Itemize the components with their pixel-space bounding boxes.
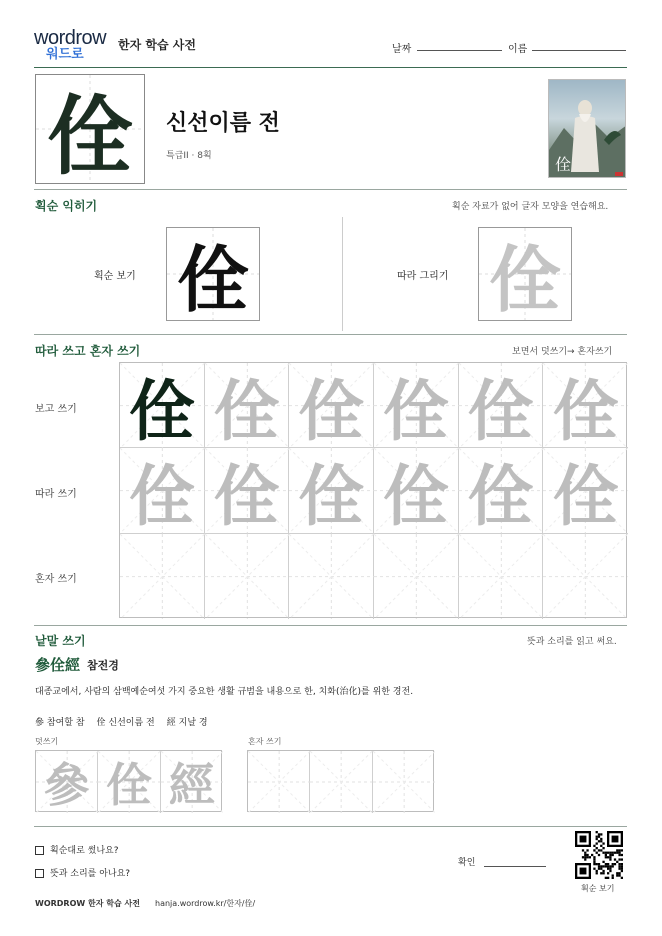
practice-cells (120, 363, 626, 617)
stroke-section-title: 획순 익히기 (35, 199, 98, 213)
word-cell[interactable] (36, 751, 98, 813)
word-self-cells (248, 751, 433, 811)
word-cell[interactable] (98, 751, 160, 813)
word-trace-cells (36, 751, 221, 811)
stroke-trace-box[interactable] (478, 227, 572, 321)
practice-cell[interactable] (289, 534, 374, 619)
cell-guides (459, 534, 544, 619)
word-trace-grid[interactable] (35, 750, 222, 812)
stroke-view-character: 佺 (176, 237, 249, 322)
trace-character: 佺 (298, 457, 365, 535)
checkbox[interactable] (35, 846, 44, 855)
practice-row-label-view: 보고 쓰기 (35, 404, 77, 415)
svg-text:佺: 佺 (555, 155, 572, 174)
word-section-note: 뜻과 소리를 읽고 써요. (527, 637, 617, 647)
trace-character: 佺 (467, 371, 534, 450)
practice-cell[interactable] (543, 534, 628, 619)
word-self-label: 혼자 쓰기 (248, 737, 282, 746)
word-self-grid[interactable] (247, 750, 434, 812)
word-hanja: 參佺經 (35, 656, 81, 674)
trace-character: 佺 (382, 457, 449, 535)
word-trace-character: 經 (168, 758, 215, 812)
practice-cell[interactable] (120, 448, 205, 533)
hero-grade-strokes: 특급II · 8획 (166, 151, 212, 161)
word-trace-label: 덧쓰기 (35, 737, 59, 746)
gloss-text: 신선이름 전 (108, 718, 155, 728)
footer-url[interactable]: hanja.wordrow.kr/한자/佺/ (155, 899, 256, 908)
practice-cell[interactable] (205, 534, 290, 619)
word-glosses (35, 715, 208, 728)
check-item-meaning-sound[interactable] (35, 866, 130, 879)
practice-row-label-self: 혼자 쓰기 (35, 574, 77, 585)
gloss-item (35, 715, 85, 728)
practice-cell[interactable] (374, 363, 459, 448)
practice-cell[interactable] (120, 363, 205, 448)
cell-guides (248, 751, 310, 813)
trace-character: 佺 (128, 457, 195, 535)
cell-guides (289, 534, 374, 619)
trace-character: 佺 (552, 457, 619, 535)
practice-cell[interactable] (289, 363, 374, 448)
logo-korean: 워드로 (46, 47, 84, 62)
hero-divider (34, 189, 627, 190)
practice-cell[interactable] (205, 448, 290, 533)
check-item-label: 획순대로 썼나요? (50, 846, 119, 856)
stroke-view-box (166, 227, 260, 321)
cell-guides (374, 534, 459, 619)
stroke-view-label: 획순 보기 (94, 271, 136, 282)
word-cell[interactable] (161, 751, 223, 813)
word-definition: 대종교에서, 사람의 삼백예순여섯 가지 중요한 생활 규범을 내용으로 한, 치화(治化)를 위한 경전. (35, 687, 414, 697)
word-trace-character: 參 (43, 758, 90, 812)
model-character: 佺 (128, 371, 195, 450)
cell-guides (120, 534, 205, 619)
cell-guides (543, 534, 628, 619)
cell-guides (205, 534, 290, 619)
gloss-char: 參 (35, 718, 45, 728)
confirm-label: 확인 (458, 858, 476, 868)
hero-character: 佺 (47, 86, 133, 187)
practice-cell[interactable] (205, 363, 290, 448)
footer-brand: WORDROW 한자 학습 사전 (35, 899, 140, 908)
trace-character: 佺 (213, 371, 280, 450)
word-section-title: 낱말 쓰기 (35, 634, 86, 648)
practice-divider (34, 625, 627, 626)
name-label: 이름 (508, 44, 528, 55)
qr-code[interactable] (575, 831, 623, 879)
logo (34, 28, 114, 64)
gloss-text: 참여할 참 (46, 718, 85, 728)
qr-code-image (575, 831, 623, 879)
check-item-stroke-order[interactable] (35, 843, 119, 856)
confirm-field[interactable] (484, 866, 546, 867)
word-cell[interactable] (310, 751, 372, 813)
hero-meaning-sound: 신선이름 전 (166, 111, 280, 136)
word-cell[interactable] (373, 751, 435, 813)
cell-guides (310, 751, 372, 813)
practice-section-title: 따라 쓰고 혼자 쓰기 (35, 344, 141, 358)
word-cell[interactable] (248, 751, 310, 813)
stroke-section-note: 획순 자료가 없어 글자 모양을 연습해요. (452, 202, 609, 212)
gloss-char: 佺 (96, 718, 106, 728)
trace-character: 佺 (382, 371, 449, 450)
word-trace-character: 佺 (105, 758, 152, 812)
stroke-trace-character: 佺 (488, 237, 561, 322)
practice-cell[interactable] (374, 448, 459, 533)
date-label: 날짜 (392, 44, 412, 55)
page-title: 한자 학습 사전 (118, 38, 196, 52)
check-item-label: 뜻과 소리를 아나요? (50, 869, 131, 879)
practice-row-label-trace: 따라 쓰기 (35, 489, 77, 500)
practice-cell[interactable] (459, 448, 544, 533)
practice-cell[interactable] (459, 363, 544, 448)
trace-character: 佺 (298, 371, 365, 450)
stroke-vertical-divider (342, 217, 343, 331)
practice-cell[interactable] (374, 534, 459, 619)
stroke-trace-label: 따라 그리기 (397, 271, 449, 282)
gloss-item (167, 715, 208, 728)
gloss-char: 經 (166, 718, 176, 728)
practice-section-note: 보면서 덧쓰기→ 혼자쓰기 (512, 347, 613, 357)
gloss-text: 지날 경 (178, 718, 208, 728)
practice-cell[interactable] (543, 448, 628, 533)
qr-label: 획순 보기 (581, 884, 615, 893)
practice-cell[interactable] (459, 534, 544, 619)
trace-character: 佺 (552, 371, 619, 450)
word-divider (34, 826, 627, 827)
practice-cell[interactable] (289, 448, 374, 533)
book-cover-image (548, 79, 626, 178)
cell-guides (373, 751, 435, 813)
trace-character: 佺 (467, 457, 534, 535)
gloss-item (97, 715, 155, 728)
checkbox[interactable] (35, 869, 44, 878)
book-cover-art (549, 80, 626, 178)
word-reading: 참전경 (87, 659, 119, 672)
logo-wordmark: wordrow (34, 27, 107, 49)
practice-cell[interactable] (120, 534, 205, 619)
name-field[interactable] (532, 50, 626, 51)
practice-grid (119, 362, 627, 618)
date-field[interactable] (417, 50, 502, 51)
practice-cell[interactable] (543, 363, 628, 448)
hero-character-box (35, 74, 145, 187)
stroke-divider (34, 334, 627, 335)
trace-character: 佺 (213, 457, 280, 535)
